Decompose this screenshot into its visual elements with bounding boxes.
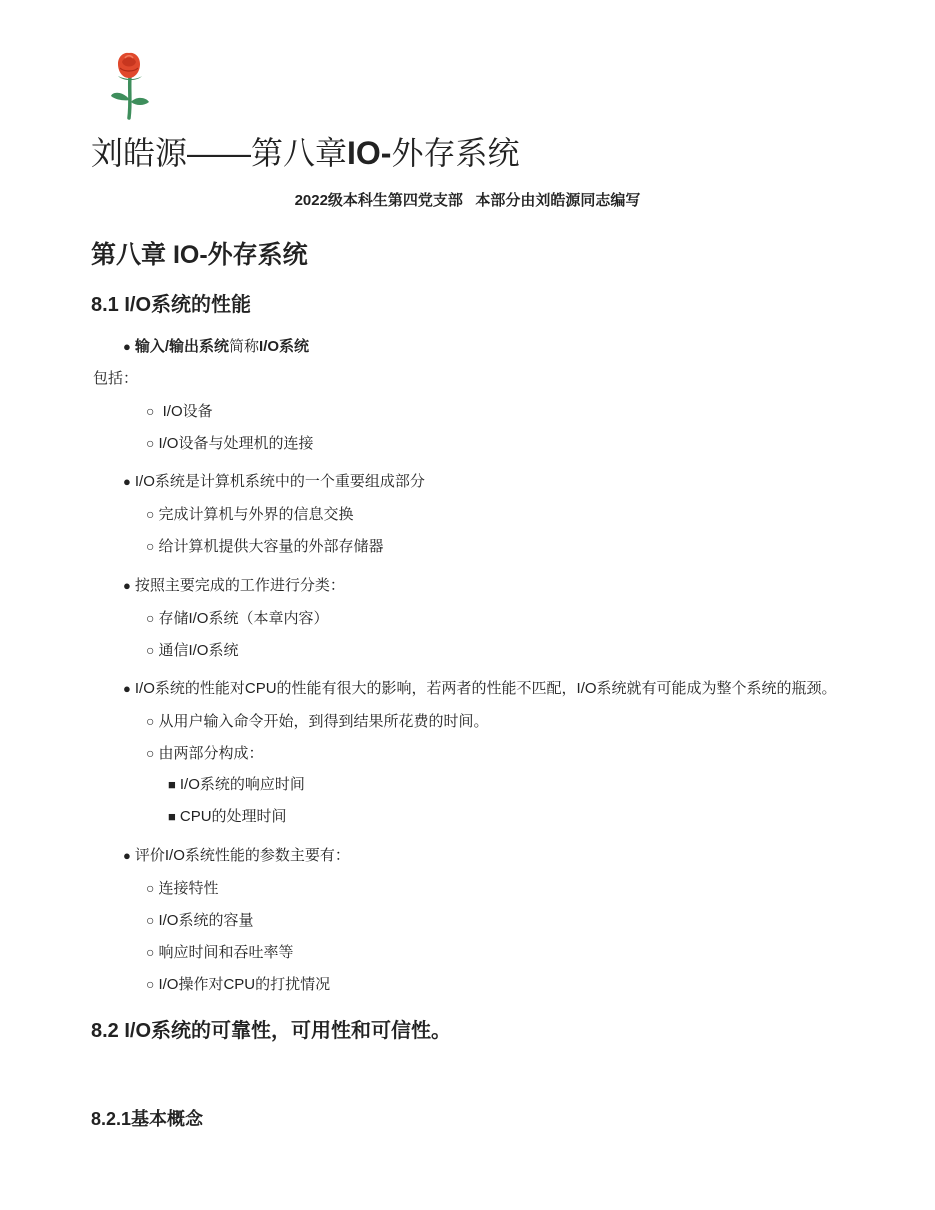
list-item [123,575,345,597]
list-item-text: I/O系统的性能对CPU的性能有很大的影响，若两者的性能不匹配，I/O系统就有可能成为整个系统的瓶颈。 [134,680,837,697]
rose-icon [106,50,152,122]
bullet-square-icon: ■ [168,809,176,824]
list-item [146,535,383,558]
bullet-disc-icon: ● [123,848,131,863]
list-item [146,909,253,932]
list-item-text: 按照主要完成的工作进行分类： [134,577,345,594]
list-item [123,678,837,700]
list-item-text: 存储I/O系统（本章内容） [158,610,329,627]
bullet-disc-icon: ● [123,681,131,696]
bullet-circle-icon: ○ [146,976,155,992]
list-item [168,774,305,796]
bullet-circle-icon: ○ [146,745,155,761]
title-part1: 刘皓源——第八章 [91,135,348,171]
io-system-abbr: I/O系统 [259,338,310,355]
list-item [146,432,313,455]
bullet-circle-icon: ○ [146,435,155,451]
bullet-circle-icon: ○ [146,944,155,960]
list-item-text: CPU的处理时间 [179,808,287,825]
title-part2: IO- [347,135,392,171]
bullet-circle-icon: ○ [146,538,155,554]
list-item [146,639,238,662]
bullet-circle-icon: ○ [146,713,155,729]
list-item [146,742,263,765]
bullet-disc-icon: ● [123,474,131,489]
list-item [123,845,350,867]
bullet-disc-icon: ● [123,578,131,593]
document-title [91,131,519,175]
list-item-text: I/O系统的容量 [158,912,254,929]
list-item-text: I/O设备与处理机的连接 [158,435,314,452]
bullet-circle-icon: ○ [146,880,155,896]
list-item [168,806,287,828]
list-item-text: 评价I/O系统性能的参数主要有： [134,847,350,864]
list-item-text: 完成计算机与外界的信息交换 [158,506,354,523]
io-system-term: 输入/输出系统 [134,338,230,355]
list-item-text: 简称 [229,338,260,355]
bullet-circle-icon: ○ [146,506,155,522]
bullet-circle-icon: ○ [146,610,155,626]
bullet-circle-icon: ○ [146,642,155,658]
list-item [123,336,309,358]
list-item-text: I/O系统是计算机系统中的一个重要组成部分 [134,473,425,490]
bullet-square-icon: ■ [168,777,176,792]
list-item [146,941,293,964]
list-item-text: 给计算机提供大容量的外部存储器 [158,538,384,555]
list-item [146,710,488,733]
list-item-text: 连接特性 [158,880,219,897]
list-item-text: 从用户输入命令开始，到得到结果所花费的时间。 [158,713,489,730]
includes-label: 包括： [93,370,139,387]
list-item-text: I/O系统的响应时间 [179,776,305,793]
title-part3: 外存系统 [391,135,520,171]
bullet-disc-icon: ● [123,339,131,354]
list-item-text: 响应时间和吞吐率等 [158,944,294,961]
list-item [146,400,213,423]
bullet-circle-icon: ○ [146,912,155,928]
list-item-text: 通信I/O系统 [158,642,239,659]
section-8-2-1-heading: 8.2.1基本概念 [91,1109,204,1129]
list-item-text: I/O设备 [158,403,213,420]
chapter-heading: 第八章 IO-外存系统 [91,241,308,269]
list-item [146,877,218,900]
list-item [123,471,425,493]
section-8-2-heading: 8.2 I/O系统的可靠性，可用性和可信性。 [91,1020,452,1042]
list-item-text: I/O操作对CPU的打扰情况 [158,976,331,993]
bullet-circle-icon: ○ [146,403,155,419]
list-item [146,607,328,630]
section-8-1-heading: 8.1 I/O系统的性能 [91,294,252,316]
document-subtitle: 2022级本科生第四党支部 本部分由刘皓源同志编写 [294,192,641,209]
list-item [146,973,330,996]
list-item [146,503,353,526]
list-item-text: 由两部分构成： [158,745,264,762]
